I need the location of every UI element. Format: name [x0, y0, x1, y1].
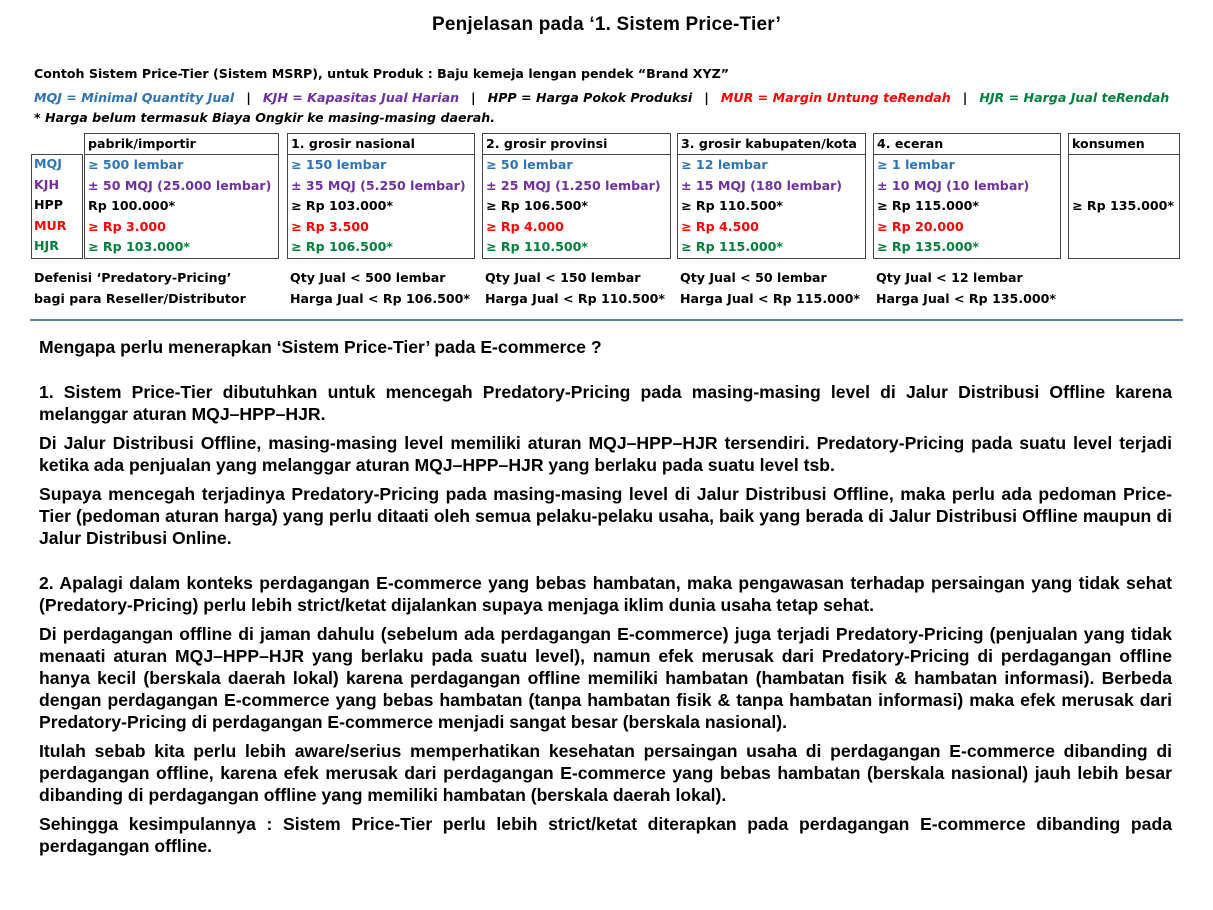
tier-mqj: ≥ 50 lembar	[486, 157, 573, 172]
legend-separator: |	[962, 90, 968, 105]
legend-hpp: HPP = Harga Pokok Produksi	[487, 90, 693, 105]
tier-box-city	[677, 133, 866, 259]
paragraph: Di perdagangan offline di jaman dahulu (sebelum ada perdagangan E-commerce) juga terjadi Predatory-Pricing (penjualan yang tidak menaati aturan MQJ–HPP–HJR yang berlaku pada suatu level), namun efek merusak dari Predatory-Pricing di perdagangan offline hanya kecil (berskala daerah lokal) karena perdagangan offline memiliki hambatan (hambatan fisik & hambatan informasi). Berbeda dengan perdagangan E-commerce yang bebas hambatan (tanpa hambatan fisik & tanpa hambatan informasi) maka efek merusak dari Predatory-Pricing di perdagangan E-commerce menjadi sangat besar (berskala nasional).	[39, 624, 1172, 732]
tier-box-national	[287, 133, 475, 259]
page-title: Penjelasan pada ‘1. Sistem Price-Tier’	[431, 14, 782, 35]
predatory-price: Harga Jual < Rp 115.000*	[680, 291, 860, 306]
tier-mur: ≥ Rp 3.000	[88, 218, 166, 234]
tier-hpp: ≥ Rp 106.500*	[486, 198, 588, 214]
tier-hpp: ≥ Rp 110.500*	[681, 198, 783, 214]
legend-hjr: HJR = Harga Jual teRendah	[979, 90, 1170, 105]
tier-header: 1. grosir nasional	[288, 134, 474, 155]
tier-hjr: ≥ Rp 110.500*	[486, 239, 588, 255]
tier-header: pabrik/importir	[85, 134, 278, 155]
predatory-qty: Qty Jual < 12 lembar	[876, 270, 1023, 285]
tier-mur: ≥ Rp 20.000	[877, 218, 964, 234]
predatory-definition-line: bagi para Reseller/Distributor	[34, 291, 246, 306]
tier-kjh: ± 15 MQJ (180 lembar)	[681, 177, 843, 193]
tier-kjh: ± 35 MQJ (5.250 lembar)	[291, 177, 466, 193]
legend	[34, 90, 1169, 105]
predatory-rule-province	[485, 267, 665, 309]
tier-hjr: ≥ Rp 103.000*	[88, 239, 190, 255]
predatory-price: Harga Jual < Rp 135.000*	[876, 291, 1056, 306]
tier-box-province	[482, 133, 671, 259]
tier-mur: ≥ Rp 4.000	[486, 218, 564, 234]
paragraph: 2. Apalagi dalam konteks perdagangan E-commerce yang bebas hambatan, maka pengawasan terhadap persaingan yang tidak sehat (Predatory-Pricing) perlu lebih strict/ketat dijalankan supaya menjaga iklim dunia usaha tetap sehat.	[39, 573, 1172, 615]
predatory-definition	[34, 267, 246, 309]
tier-mur: ≥ Rp 3.500	[291, 218, 369, 234]
predatory-rule-national	[290, 267, 470, 309]
row-label-mur: MUR	[34, 217, 67, 233]
legend-separator: |	[471, 90, 476, 105]
tier-hpp: Rp 100.000*	[88, 198, 176, 214]
paragraph: Sehingga kesimpulannya : Sistem Price-Tier perlu lebih strict/ketat diterapkan pada perdagangan E-commerce dibanding pada perdagangan offline.	[39, 814, 1172, 856]
row-label-box	[31, 154, 83, 259]
tier-mqj: ≥ 150 lembar	[291, 157, 387, 172]
section-divider	[30, 319, 1183, 321]
tier-kjh: ± 25 MQJ (1.250 lembar)	[486, 177, 661, 193]
example-line: Contoh Sistem Price-Tier (Sistem MSRP), untuk Produk : Baju kemeja lengan pendek “Brand XYZ”	[34, 66, 730, 81]
legend-separator: |	[704, 90, 709, 105]
predatory-rule-retail	[876, 267, 1056, 309]
tier-hpp: ≥ Rp 103.000*	[291, 198, 393, 214]
tier-box-factory	[84, 133, 279, 259]
tier-mqj: ≥ 1 lembar	[877, 157, 955, 172]
paragraph: Di Jalur Distribusi Offline, masing-masing level memiliki aturan MQJ–HPP–HJR tersendiri. Predatory-Pricing pada suatu level terjadi ketika ada penjualan yang melanggar aturan MQJ–HPP–HJR yang berlaku pada suatu level tsb.	[39, 433, 1172, 475]
row-label-hpp: HPP	[34, 197, 64, 213]
predatory-qty: Qty Jual < 500 lembar	[290, 270, 446, 285]
legend-kjh: KJH = Kapasitas Jual Harian	[262, 90, 460, 105]
tier-mqj: ≥ 500 lembar	[88, 157, 184, 172]
price-note: * Harga belum termasuk Biaya Ongkir ke masing-masing daerah.	[34, 110, 495, 125]
predatory-qty: Qty Jual < 150 lembar	[485, 270, 641, 285]
tier-header: 2. grosir provinsi	[483, 134, 670, 155]
predatory-definition-line: Defenisi ‘Predatory-Pricing’	[34, 270, 232, 285]
paragraph: Itulah sebab kita perlu lebih aware/serius memperhatikan kesehatan persaingan usaha di perdagangan E-commerce dibanding di perdagangan offline, karena efek merusak dari perdagangan E-commerce yang bebas hambatan (berskala nasional) jauh lebih besar dibanding di perdagangan offline yang memiliki hambatan (berskala daerah lokal).	[39, 741, 1172, 805]
tier-hpp: ≥ Rp 115.000*	[877, 198, 979, 214]
legend-separator: |	[246, 90, 251, 105]
legend-mqj: MQJ = Minimal Quantity Jual	[34, 90, 235, 105]
row-label-hjr: HJR	[34, 238, 59, 254]
tier-kjh: ± 10 MQJ (10 lembar)	[877, 177, 1030, 193]
tier-header: 3. grosir kabupaten/kota	[678, 134, 865, 155]
tier-box-retail	[873, 133, 1061, 259]
consumer-price: ≥ Rp 135.000*	[1072, 198, 1174, 213]
explanation-text	[39, 336, 1172, 864]
predatory-qty: Qty Jual < 50 lembar	[680, 270, 827, 285]
tier-header: 4. eceran	[874, 134, 1060, 155]
predatory-price: Harga Jual < Rp 110.500*	[485, 291, 665, 306]
tier-hjr: ≥ Rp 115.000*	[681, 239, 783, 255]
tier-hjr: ≥ Rp 106.500*	[291, 239, 393, 255]
tier-mur: ≥ Rp 4.500	[681, 218, 759, 234]
question-heading: Mengapa perlu menerapkan ‘Sistem Price-Tier’ pada E-commerce ?	[39, 337, 602, 357]
row-label-mqj: MQJ	[34, 156, 62, 171]
tier-hjr: ≥ Rp 135.000*	[877, 239, 979, 255]
consumer-header: konsumen	[1069, 134, 1179, 155]
predatory-rule-city	[680, 267, 860, 309]
predatory-price: Harga Jual < Rp 106.500*	[290, 291, 470, 306]
tier-mqj: ≥ 12 lembar	[681, 157, 768, 172]
row-label-kjh: KJH	[34, 176, 59, 192]
legend-mur: MUR = Margin Untung teRendah	[720, 90, 951, 105]
tier-kjh: ± 50 MQJ (25.000 lembar)	[88, 177, 272, 193]
paragraph: Supaya mencegah terjadinya Predatory-Pricing pada masing-masing level di Jalur Distribusi Offline, maka perlu ada pedoman Price-Tier (pedoman aturan harga) yang perlu ditaati oleh semua pelaku-pelaku usaha, baik yang berada di Jalur Distribusi Offline maupun di Jalur Distribusi Online.	[39, 484, 1172, 548]
paragraph: 1. Sistem Price-Tier dibutuhkan untuk mencegah Predatory-Pricing pada masing-masing level di Jalur Distribusi Offline karena melanggar aturan MQJ–HPP–HJR.	[39, 382, 1172, 424]
consumer-box	[1068, 133, 1180, 259]
